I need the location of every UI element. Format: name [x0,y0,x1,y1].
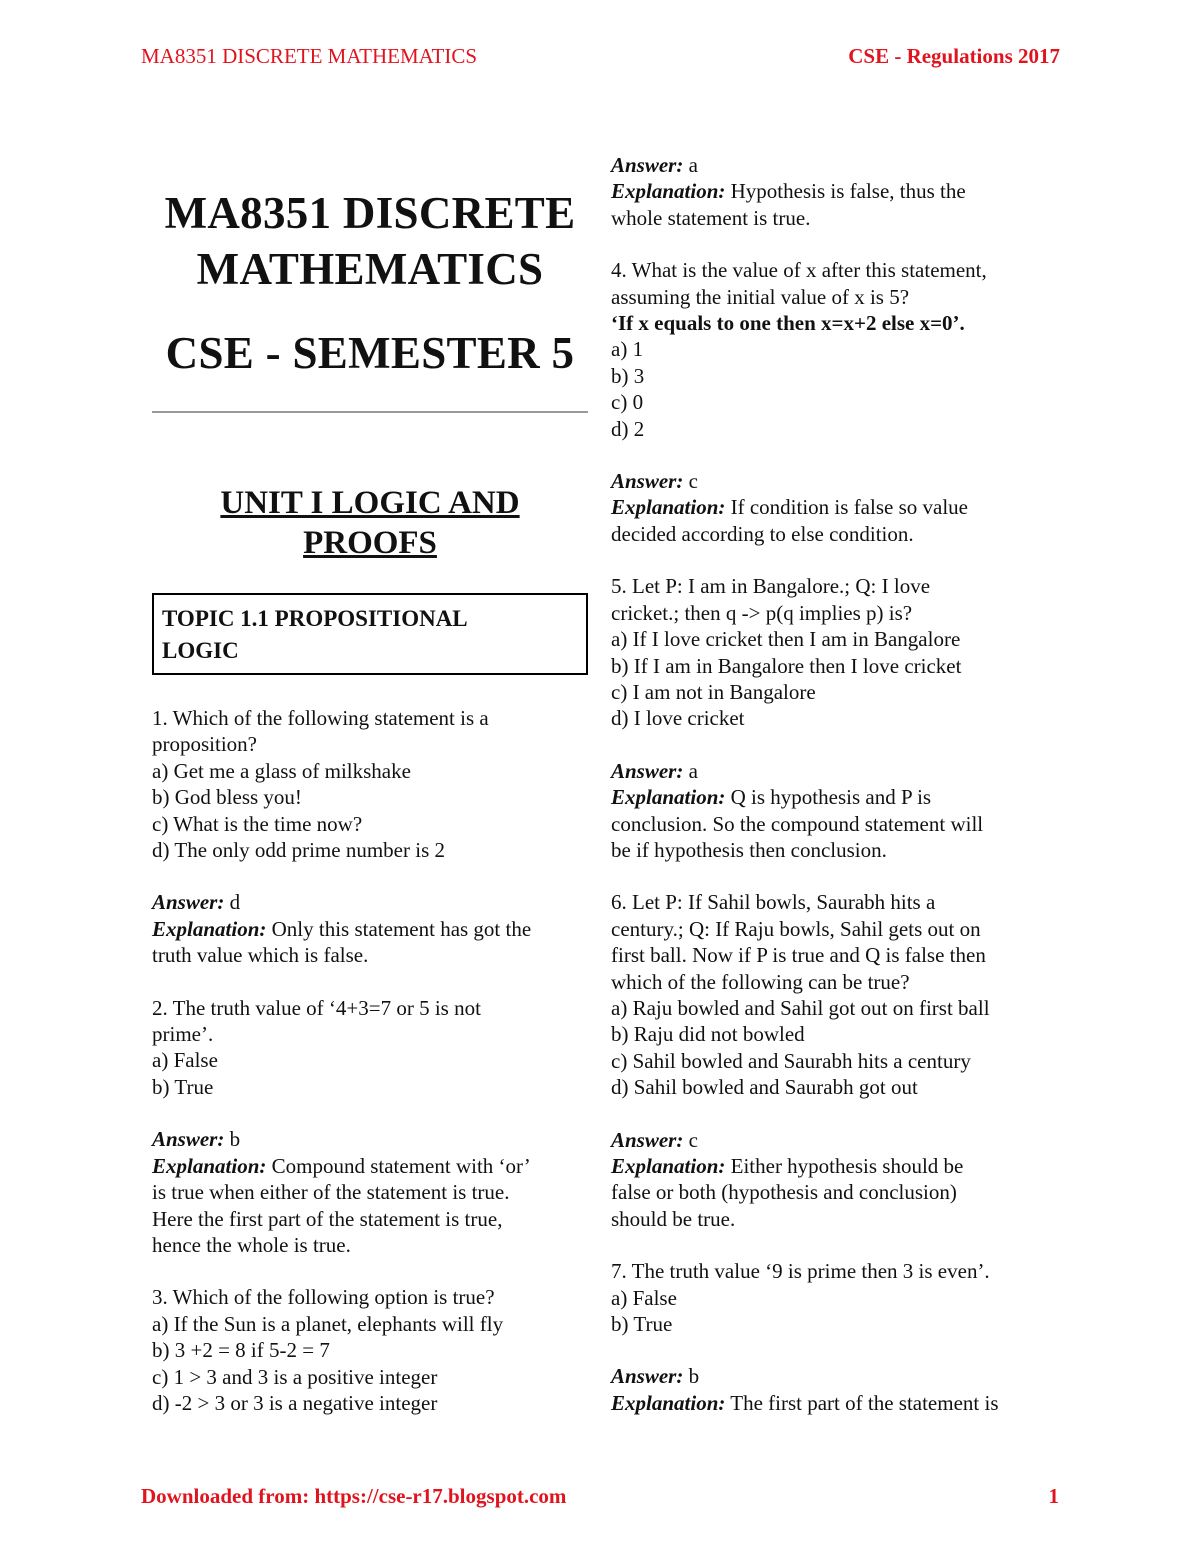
explanation-text: Q is hypothesis and P is [725,785,932,810]
answer-label: Answer: [611,758,684,783]
answer-label: Answer: [611,1127,684,1152]
question-text: prime’. [152,1022,214,1047]
left-column [152,185,588,1416]
question-text: 2. The truth value of ‘4+3=7 or 5 is not [152,995,481,1020]
question-3 [152,1284,588,1416]
question-2 [152,995,588,1259]
explanation-line [152,1153,588,1179]
page-number: 1 [1048,1484,1059,1508]
answer-value: b [224,1127,241,1152]
explanation-text: false or both (hypothesis and conclusion) [611,1180,957,1205]
answer-value: c [683,1127,698,1152]
explanation-text: hence the whole is true. [152,1232,351,1257]
option: a) Get me a glass of milkshake [152,758,411,783]
explanation-text: truth value which is false. [152,943,369,968]
explanation-text: If condition is false so value [725,495,968,520]
question-statement: ‘If x equals to one then x=x+2 else x=0’. [611,311,965,336]
explanation-line [611,1153,1061,1179]
explanation-label: Explanation: [611,785,726,810]
explanation-line [611,178,1061,204]
unit-heading-line-1: UNIT I LOGIC AND [220,485,520,521]
explanation-text: Compound statement with ‘or’ [266,1153,531,1178]
answer-value: c [683,469,698,494]
option: d) -2 > 3 or 3 is a negative integer [152,1390,438,1415]
option: b) God bless you! [152,785,302,810]
answer-line [152,889,588,915]
footer-source-link[interactable]: Downloaded from: https://cse-r17.blogspot.com [141,1484,567,1508]
right-column [611,152,1061,1416]
answer-line [611,1363,1061,1389]
explanation-text: The first part of the statement is [725,1390,999,1415]
answer-line [611,758,1061,784]
explanation-label: Explanation: [611,495,726,520]
question-text: 3. Which of the following option is true? [152,1285,495,1310]
document-title-line-1: MA8351 DISCRETE [164,188,576,238]
answer-line [611,1127,1061,1153]
explanation-line [611,494,1061,520]
title-divider [152,411,588,413]
question-5 [611,573,1061,863]
explanation-label: Explanation: [611,179,726,204]
answer-value: a [683,758,698,783]
option: b) Raju did not bowled [611,1022,805,1047]
header-regulations: CSE - Regulations 2017 [848,44,1060,68]
question-text: cricket.; then q -> p(q implies p) is? [611,600,913,625]
option: a) 1 [611,337,644,362]
topic-line-1: TOPIC 1.1 PROPOSITIONAL [162,606,468,631]
explanation-line [611,784,1061,810]
question-text: assuming the initial value of x is 5? [611,284,910,309]
question-text: 1. Which of the following statement is a [152,706,489,730]
semester-title: CSE - SEMESTER 5 [165,328,575,378]
unit-heading-line-2: PROOFS [303,525,437,561]
topic-box [152,593,588,675]
question-text: 6. Let P: If Sahil bowls, Saurabh hits a [611,890,936,915]
option: b) True [611,1312,673,1337]
question-1 [152,705,588,969]
explanation-text: Hypothesis is false, thus the [725,179,966,204]
explanation-text: conclusion. So the compound statement will [611,811,984,836]
answer-line [611,468,1061,494]
option: c) I am not in Bangalore [611,679,816,704]
answer-value: b [683,1364,700,1389]
option: c) What is the time now? [152,811,363,836]
unit-heading [152,483,588,563]
explanation-text: be if hypothesis then conclusion. [611,837,887,862]
option: a) If the Sun is a planet, elephants will fly [152,1311,504,1336]
question-text: 4. What is the value of x after this statement, [611,258,987,283]
option: a) If I love cricket then I am in Bangalore [611,627,961,652]
question-text: 7. The truth value ‘9 is prime then 3 is even’. [611,1259,990,1284]
explanation-text: Either hypothesis should be [725,1154,964,1178]
option: d) I love cricket [611,706,745,731]
question-text: which of the following can be true? [611,969,910,994]
question-text: proposition? [152,732,257,757]
option: b) 3 [611,363,645,388]
topic-line-2: LOGIC [162,638,239,663]
explanation-text: should be true. [611,1206,736,1231]
question-text: century.; Q: If Raju bowls, Sahil gets out on [611,916,981,941]
explanation-label: Explanation: [152,1153,267,1178]
explanation-text: whole statement is true. [611,205,811,230]
option: a) False [152,1048,218,1073]
option: c) 1 > 3 and 3 is a positive integer [152,1364,438,1389]
question-text: first ball. Now if P is true and Q is false then [611,943,986,968]
option: a) Raju bowled and Sahil got out on first ball [611,995,990,1020]
option: b) If I am in Bangalore then I love cricket [611,653,962,678]
answer-label: Answer: [611,1364,684,1389]
explanation-line [611,1390,1061,1416]
explanation-label: Explanation: [611,1154,726,1178]
option: d) 2 [611,416,645,441]
option: b) True [152,1074,214,1099]
answer-line [611,152,1061,178]
answer-label: Answer: [152,1127,225,1152]
question-text: 5. Let P: I am in Bangalore.; Q: I love [611,574,931,599]
document-title-line-2: MATHEMATICS [196,244,544,294]
question-7 [611,1258,1061,1416]
explanation-text: Here the first part of the statement is true, [152,1206,503,1231]
option: d) The only odd prime number is 2 [152,838,445,863]
answer-label: Answer: [152,890,225,915]
explanation-text: decided according to else condition. [611,521,914,546]
option: c) Sahil bowled and Saurabh hits a century [611,1048,971,1073]
explanation-label: Explanation: [611,1390,726,1415]
question-6 [611,889,1061,1232]
explanation-text: Only this statement has got the [266,916,532,941]
answer-label: Answer: [611,153,684,177]
explanation-text: is true when either of the statement is true. [152,1180,510,1205]
explanation-label: Explanation: [152,916,267,941]
explanation-line [152,916,588,942]
answer-line [152,1126,588,1152]
answer-label: Answer: [611,469,684,494]
answer-value: a [683,153,698,177]
header-course-title: MA8351 DISCRETE MATHEMATICS [141,44,478,68]
option: c) 0 [611,390,644,415]
question-4 [611,257,1061,547]
question-3-answer [611,152,1061,231]
option: b) 3 +2 = 8 if 5-2 = 7 [152,1338,330,1363]
answer-value: d [224,890,241,915]
option: d) Sahil bowled and Saurabh got out [611,1075,918,1100]
option: a) False [611,1285,677,1310]
